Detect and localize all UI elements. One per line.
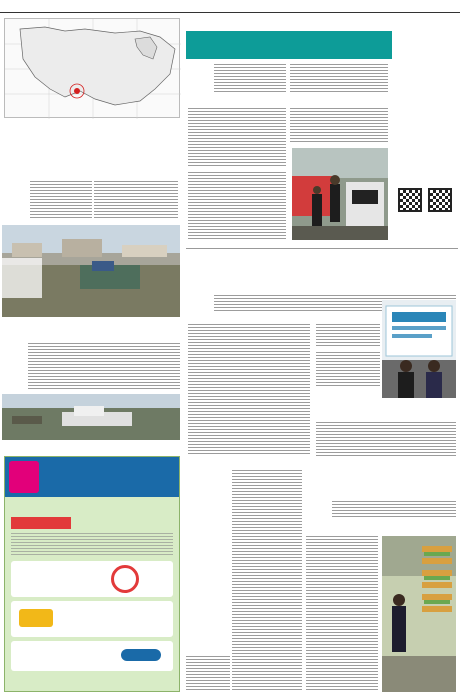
scan-caption — [394, 222, 458, 228]
bus-icon — [19, 609, 53, 627]
qr-code-1[interactable] — [398, 188, 422, 212]
medical-photo — [382, 536, 456, 692]
medical-body-1 — [332, 501, 456, 517]
fraud-body-1 — [214, 64, 286, 94]
logo-footer — [394, 236, 458, 242]
fraud-subhead-b — [292, 96, 390, 106]
fraud-body-2 — [290, 64, 388, 94]
covid-card-3 — [11, 641, 173, 671]
subsidy-kicker — [196, 252, 452, 265]
covid-header — [5, 457, 179, 497]
teacher-headline — [200, 462, 228, 652]
earthquake-headline — [14, 138, 184, 176]
plane-icon — [121, 649, 161, 661]
covid-section-bar — [11, 517, 71, 529]
harbour-body — [28, 343, 180, 391]
subsidy-body-3 — [316, 324, 380, 348]
covid-tag — [9, 461, 39, 493]
qr-label-1 — [394, 214, 426, 220]
logo-english — [394, 120, 458, 127]
covid-body — [11, 533, 173, 557]
earthquake-subhead — [14, 123, 184, 137]
subsidy-body-2 — [188, 324, 310, 456]
earthquake-body — [30, 181, 92, 219]
harbour-headline — [4, 321, 182, 337]
covid-card-1 — [11, 561, 173, 597]
harbour-photo-bottom — [2, 394, 180, 440]
logo-contact-1 — [394, 157, 458, 163]
medical-headline — [306, 475, 456, 497]
qr-label-2 — [426, 214, 458, 220]
logo-side-note — [446, 20, 456, 114]
logo-price — [394, 128, 458, 134]
map-svg — [5, 19, 181, 119]
logo-address-2 — [394, 142, 458, 148]
scan-caption-2 — [394, 229, 458, 235]
logo-address-1 — [394, 135, 458, 141]
logo-block — [394, 16, 458, 244]
harbour-photo-label — [2, 258, 42, 298]
teacher-kicker — [186, 462, 198, 652]
teacher-body-1 — [232, 470, 302, 692]
fraud-body-4 — [290, 108, 388, 144]
masthead-bar — [0, 0, 460, 13]
no-entry-icon — [111, 565, 139, 593]
earthquake-body-2 — [94, 181, 178, 219]
logo-text — [398, 18, 442, 118]
earthquake-map — [4, 18, 180, 118]
fraud-kicker — [190, 17, 390, 29]
covid-guide-box — [4, 456, 180, 692]
fraud-photo — [292, 148, 388, 240]
fraud-headline — [192, 32, 388, 58]
teacher-body-2 — [186, 656, 230, 692]
logo-contact-4 — [394, 178, 458, 184]
subsidy-photo — [382, 300, 456, 398]
divider — [186, 248, 458, 249]
medical-kicker — [310, 462, 456, 474]
subsidy-headline — [190, 266, 456, 292]
subsidy-body-5 — [316, 422, 456, 458]
logo-contact-3 — [394, 171, 458, 177]
covid-subtitle — [13, 501, 173, 513]
qr-code-2[interactable] — [428, 188, 452, 212]
fraud-body-3 — [188, 108, 286, 168]
subsidy-subhead-a — [252, 313, 332, 323]
logo-contact-2 — [394, 164, 458, 170]
fraud-headline-band — [186, 31, 392, 59]
subsidy-subhead-b — [318, 410, 456, 420]
epicenter-marker — [74, 88, 80, 94]
covid-card-2 — [11, 601, 173, 637]
logo-contact-0 — [394, 150, 458, 156]
fraud-body-5 — [188, 172, 286, 240]
medical-body-2 — [306, 536, 378, 692]
fraud-subhead-a — [194, 96, 284, 106]
covid-title — [43, 463, 177, 491]
subsidy-body-4 — [316, 352, 380, 388]
medical-subhead — [308, 520, 456, 532]
